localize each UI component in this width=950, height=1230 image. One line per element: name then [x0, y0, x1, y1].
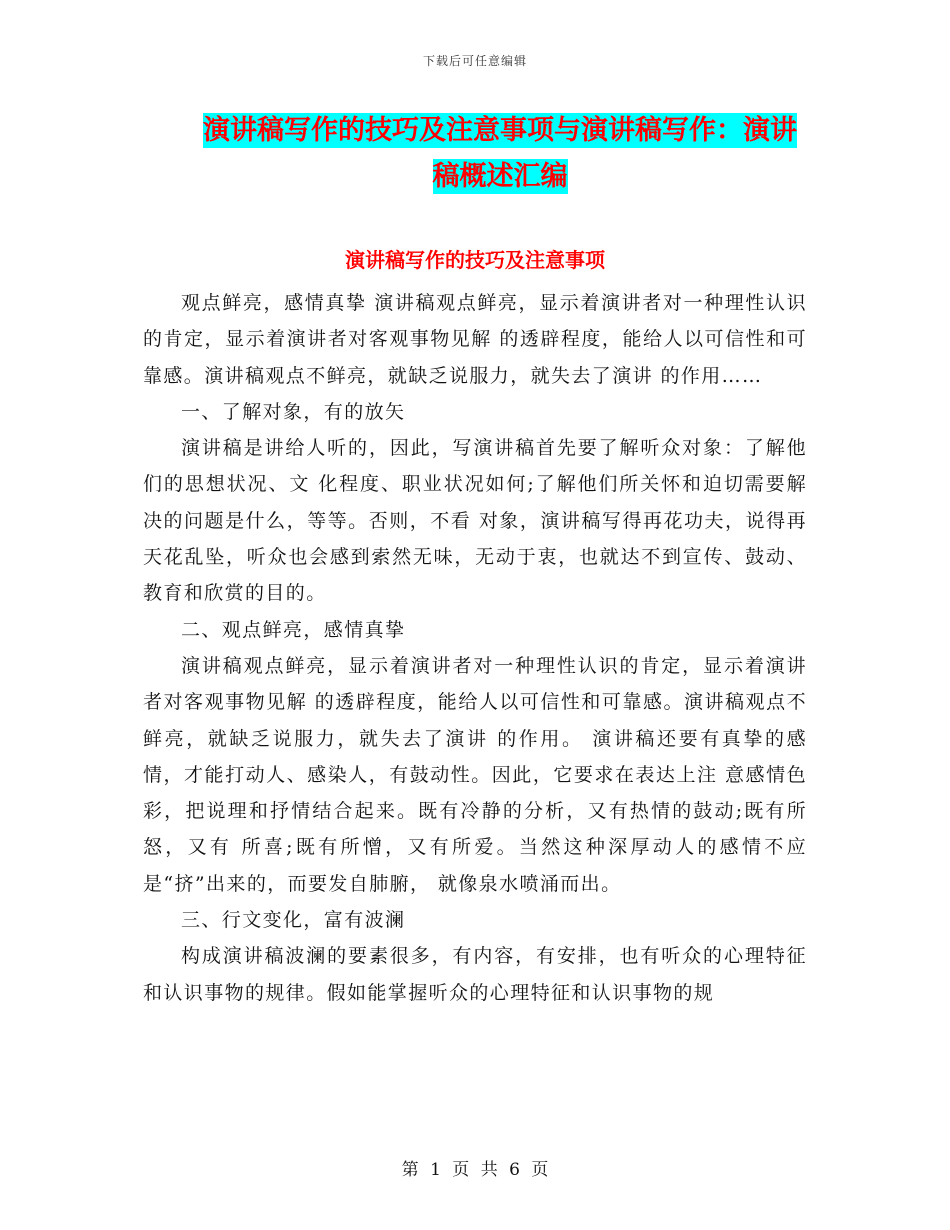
document-title-text: 演讲稿写作的技巧及注意事项与演讲稿写作：演讲稿概述汇编 — [203, 115, 797, 192]
header-note: 下载后可任意编辑 — [422, 54, 527, 68]
paragraph-varied-writing: 构成演讲稿波澜的要素很多，有内容，有安排，也有听众的心理特征和认识事物的规律。假如能掌握听众的心理特征和认识事物的规 — [143, 945, 807, 1004]
paragraph-understand-audience: 演讲稿是讲给人听的，因此，写演讲稿首先要了解听众对象：了解他们的思想状况、文 化程度、职业状况如何;了解他们所关怀和迫切需要解决的问题是什么，等等。否则，不看 对象，演讲稿写得再花功夫，说得再天花乱坠，听众也会感到索然无味，无动于衷，也就达不到宣传、鼓动、教育和欣赏的目的。 — [143, 437, 807, 605]
paragraph-intro: 观点鲜亮，感情真挚 演讲稿观点鲜亮，显示着演讲者对一种理性认识的肯定，显示着演讲者对客观事物见解 的透辟程度，能给人以可信性和可靠感。演讲稿观点不鲜亮，就缺乏说服力，就失去了演讲 的作用…… — [143, 292, 807, 387]
document-body — [143, 285, 807, 1011]
section-title: 演讲稿写作的技巧及注意事项 — [345, 248, 605, 272]
heading-clear-viewpoint: 二、观点鲜亮，感情真挚 — [181, 618, 406, 641]
paragraph-clear-viewpoint: 演讲稿观点鲜亮，显示着演讲者对一种理性认识的肯定，显示着演讲者对客观事物见解 的透辟程度，能给人以可信性和可靠感。演讲稿观点不鲜亮，就缺乏说服力，就失去了演讲 的作用。 演讲稿还要有真挚的感情，才能打动人、感染人，有鼓动性。因此，它要求在表达上注 意感情色彩，把说理和抒情结合起来。既有冷静的分析，又有热情的鼓动;既有所怒，又有 所喜;既有所憎，又有所爱。当然这种深厚动人的感情不应是“挤”出来的，而要发自肺腑， 就像泉水喷涌而出。 — [143, 654, 807, 895]
heading-understand-audience: 一、了解对象，有的放矢 — [181, 400, 406, 423]
heading-varied-writing: 三、行文变化，富有波澜 — [181, 909, 406, 932]
page-number: 第 1 页 共 6 页 — [401, 1160, 549, 1180]
document-title — [190, 108, 810, 200]
